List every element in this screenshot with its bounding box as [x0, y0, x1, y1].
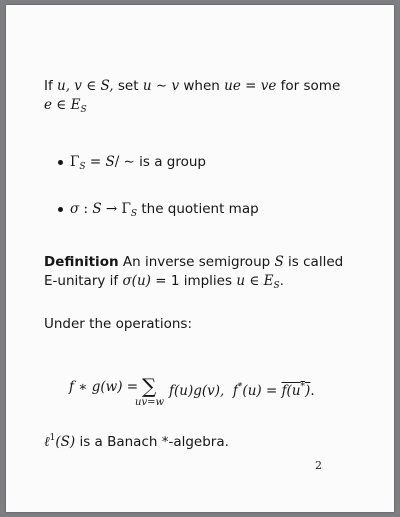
- para1-line1: [44, 77, 340, 95]
- math-E: E: [263, 273, 274, 289]
- math-slash-sim: / ∼: [114, 154, 135, 170]
- math-arg-u: (u): [242, 383, 262, 399]
- definition-line1: [44, 253, 343, 271]
- math-sigma: σ: [70, 201, 80, 217]
- math-E: E: [70, 97, 81, 113]
- bullet-text: the quotient map: [137, 201, 259, 217]
- math-eq: =: [261, 383, 282, 399]
- text-when: when: [183, 78, 220, 94]
- math-sub-S: S: [79, 162, 86, 172]
- math-term: f(u)g(v),: [169, 383, 225, 399]
- under-operations-text: Under the operations:: [44, 316, 192, 332]
- math-S: S: [105, 154, 115, 170]
- math-ue: ue: [224, 78, 241, 94]
- period: .: [279, 273, 284, 289]
- math-S: S,: [100, 78, 114, 94]
- math-eq: =: [122, 379, 139, 395]
- document-page: [6, 5, 394, 512]
- bullet-dot: [58, 207, 63, 212]
- math-uv: u, v: [57, 78, 82, 94]
- math-e: e: [44, 97, 52, 113]
- math-u: u: [236, 273, 246, 289]
- text-if: If: [44, 78, 53, 94]
- math-eq: =: [245, 78, 257, 94]
- definition-text: An inverse semigroup: [122, 254, 271, 270]
- math-sub-S: S: [130, 209, 138, 219]
- bullet-dot: [58, 160, 63, 165]
- summation-index: uv=w: [135, 397, 165, 408]
- math-eq: =: [85, 154, 106, 170]
- definition-text: is called: [288, 254, 344, 270]
- math-eq-one: = 1: [150, 273, 180, 289]
- math-sub-S: S: [273, 281, 280, 291]
- math-arrow: →: [101, 201, 122, 217]
- math-star: *: [237, 382, 243, 392]
- math-sim: ∼: [155, 78, 168, 94]
- definition-text: E-unitary if: [44, 273, 119, 289]
- bullet-item-2: [70, 200, 259, 223]
- math-in: ∈: [56, 97, 67, 113]
- math-star: *: [300, 382, 306, 392]
- definition-text: implies: [183, 273, 233, 289]
- math-gamma: Γ: [70, 154, 80, 170]
- bullet-item-1: [70, 153, 206, 176]
- math-v: v: [171, 78, 180, 94]
- last-line: [44, 429, 229, 451]
- formula-right: [169, 378, 315, 400]
- definition-line2: [44, 272, 284, 295]
- math-in: ∈: [249, 273, 260, 289]
- math-sigma-u: σ(u): [122, 273, 151, 289]
- math-in: ∈: [86, 78, 97, 94]
- period: .: [310, 383, 315, 399]
- math-f: f: [232, 383, 238, 399]
- page-number: 2: [315, 459, 322, 472]
- text-set: set: [117, 78, 139, 94]
- text-for-some: for some: [280, 78, 341, 94]
- overline-group: [282, 383, 311, 399]
- math-ell: ℓ: [44, 434, 50, 450]
- definition-heading: Definition: [44, 254, 119, 270]
- math-close-paren: ): [305, 383, 311, 399]
- bullet-text: is a group: [134, 154, 206, 170]
- para1-line2: [44, 96, 87, 119]
- math-S: S: [274, 254, 284, 270]
- math-conj: f(u: [281, 383, 301, 399]
- math-arg-S: (S): [55, 434, 76, 450]
- math-gamma: Γ: [121, 201, 131, 217]
- summation-symbol: ∑: [142, 374, 157, 398]
- last-line-text: is a Banach *-algebra.: [75, 434, 229, 450]
- math-S: S: [92, 201, 102, 217]
- math-u: u: [142, 78, 152, 94]
- math-sup-1: 1: [49, 433, 56, 443]
- math-fg-w: f ∗ g(w): [69, 379, 123, 395]
- math-sub-S: S: [80, 105, 87, 115]
- formula-left: [69, 378, 138, 396]
- math-ve: ve: [260, 78, 277, 94]
- math-colon: :: [79, 201, 93, 217]
